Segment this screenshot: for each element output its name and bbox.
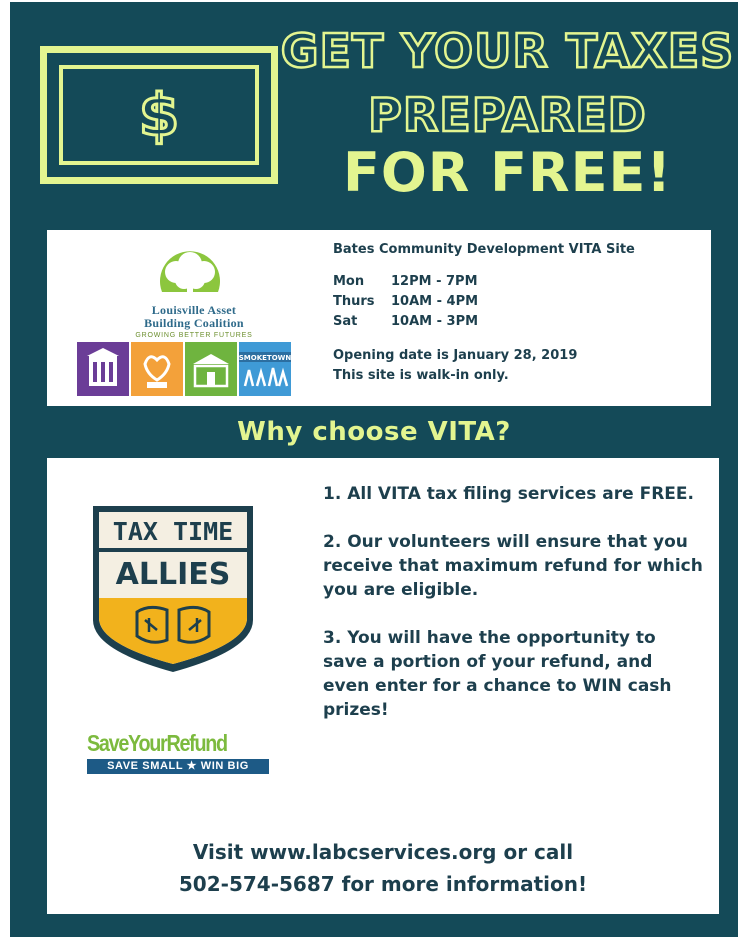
headline-line-3: FOR FREE! <box>342 141 673 204</box>
save-your-refund-title: SaveYourRefund <box>87 730 227 756</box>
site-details <box>333 240 703 386</box>
badge-line-2: ALLIES <box>115 557 231 592</box>
reason-item: 1. All VITA tax filing services are FREE. <box>323 484 694 504</box>
headline-line-1: GET YOUR TAXES <box>280 24 735 78</box>
why-heading: Why choose VITA? <box>237 417 511 447</box>
opening-date: Opening date is January 28, 2019 <box>333 348 578 363</box>
site-info-box <box>47 230 711 406</box>
hours-row <box>333 312 703 332</box>
headline-line-2: PREPARED <box>368 88 647 142</box>
smoketown-label: SMOKETOWN <box>239 354 291 362</box>
labc-logo <box>69 242 319 392</box>
tax-time-allies-badge <box>87 500 259 676</box>
flyer <box>10 2 738 937</box>
badge-line-1: TAX TIME <box>112 517 234 546</box>
save-your-refund-logo <box>87 730 277 774</box>
hours-day: Mon <box>333 274 365 289</box>
hours-time: 10AM - 3PM <box>391 314 479 329</box>
contact-line-1: Visit www.labcservices.org or call <box>192 840 574 864</box>
hands-tile-icon <box>131 342 183 396</box>
hours-row <box>333 272 703 292</box>
labc-name-line-1: Louisville Asset <box>151 303 237 317</box>
dollar-bill-icon <box>40 46 278 184</box>
dollar-bill-inner <box>59 65 259 165</box>
hours-time: 12PM - 7PM <box>391 274 478 289</box>
walk-in-note: This site is walk-in only. <box>333 368 509 383</box>
save-your-refund-tagline: SAVE SMALL ★ WIN BIG <box>87 759 269 774</box>
reasons-list <box>323 482 703 746</box>
labc-tagline: GROWING BETTER FUTURES <box>135 332 253 339</box>
hours-day: Thurs <box>333 294 375 309</box>
contact-info <box>47 836 719 900</box>
site-name: Bates Community Development VITA Site <box>333 242 635 257</box>
partner-logo-tiles <box>77 342 291 396</box>
smoketown-tile-icon <box>239 342 291 396</box>
reason-item: 3. You will have the opportunity to save a portion of your refund, and even enter for a chance to WIN cash prizes! <box>323 628 672 720</box>
hours-time: 10AM - 4PM <box>391 294 479 309</box>
contact-line-2: 502-574-5687 for more information! <box>178 872 588 896</box>
hours-day: Sat <box>333 314 358 329</box>
storefront-tile-icon <box>185 342 237 396</box>
labc-name <box>69 304 319 329</box>
reason-item: 2. Our volunteers will ensure that you receive that maximum refund for which you are eligible. <box>323 532 703 600</box>
reasons-box <box>47 458 719 914</box>
hours-row <box>333 292 703 312</box>
building-tile-icon <box>77 342 129 396</box>
labc-name-line-2: Building Coalition <box>144 315 244 330</box>
dollar-sign: $ <box>138 81 180 149</box>
